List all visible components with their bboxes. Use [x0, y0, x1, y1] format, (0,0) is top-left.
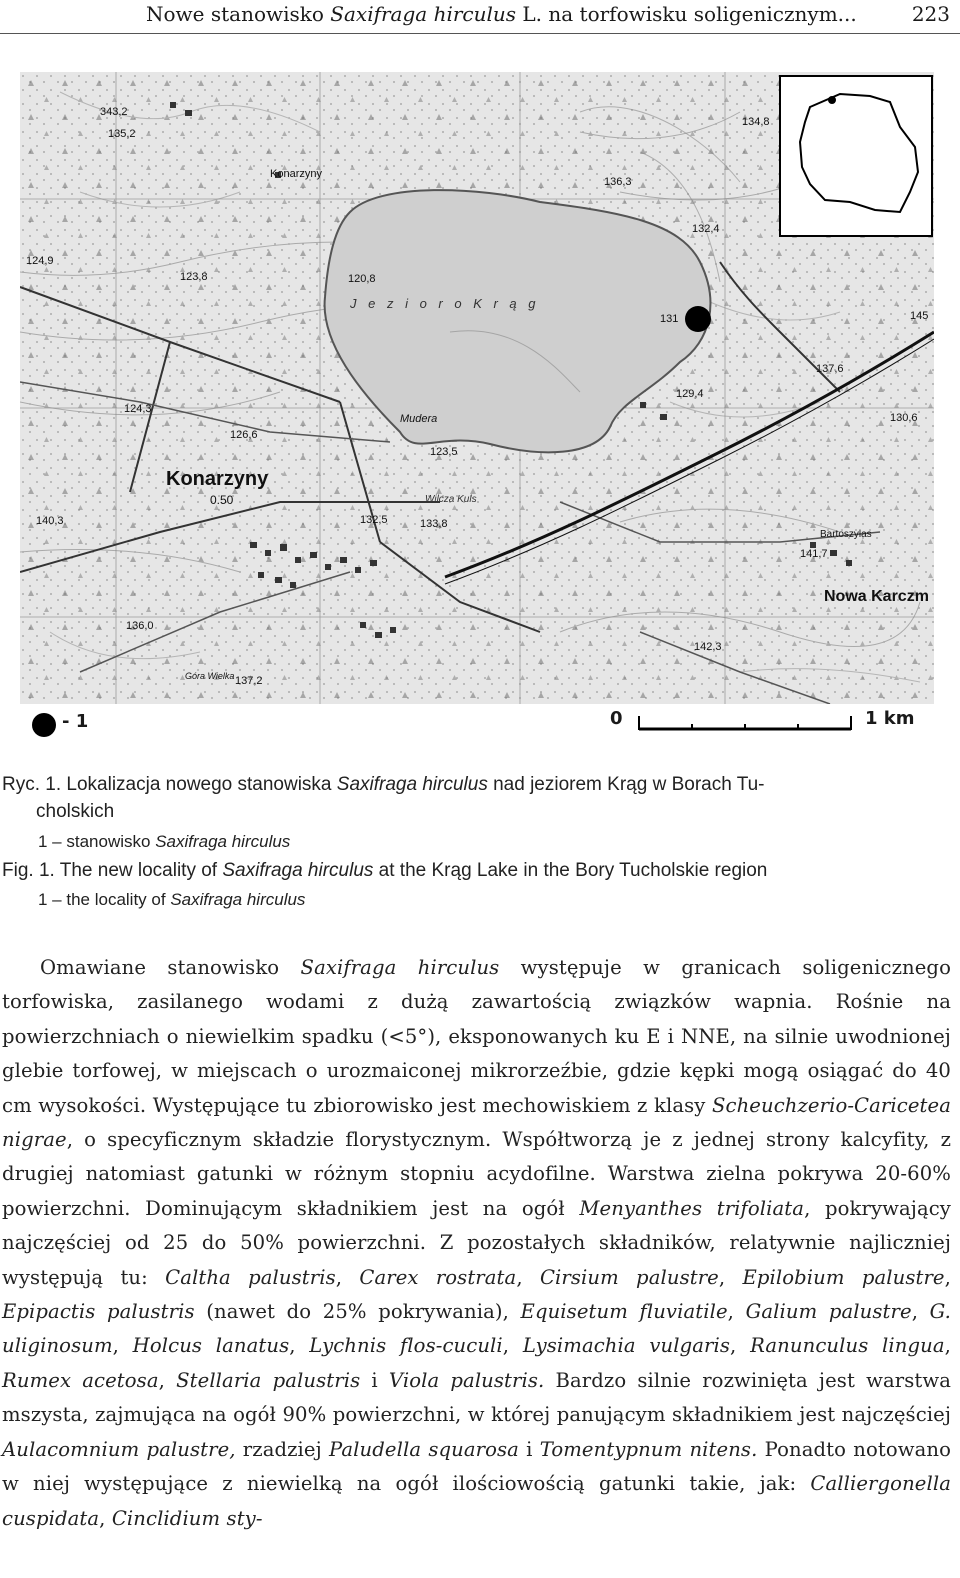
- map-elevation: 124,9: [26, 255, 54, 267]
- header-rule: [0, 33, 960, 34]
- map-elevation: 142,3: [694, 641, 722, 653]
- body-text: ,: [112, 1334, 133, 1358]
- caption-pl-sub-prefix: 1 – stanowisko: [38, 832, 156, 851]
- body-text: rzadziej: [235, 1437, 329, 1461]
- caption-polish-line2: cholskich: [36, 801, 115, 822]
- map-elevation: 133,8: [420, 518, 448, 530]
- body-text: (nawet do 25% pokrywania),: [194, 1300, 521, 1324]
- legend-symbol-label: - 1: [62, 711, 89, 732]
- scale-bar: [638, 714, 852, 732]
- species-name: Tomentypnum nitens.: [539, 1437, 758, 1461]
- species-name: G. uliginosum: [2, 1300, 952, 1358]
- body-text: i: [360, 1368, 389, 1392]
- map-gora-wielka-label: Góra Wielka: [185, 671, 235, 681]
- caption-english: [2, 860, 952, 882]
- species-name: Aulacomnium palustre,: [2, 1437, 236, 1461]
- caption-pl-species: Saxifraga hirculus: [336, 774, 488, 795]
- caption-en-text: Fig. 1. The new locality of: [2, 860, 223, 881]
- species-name: Ranunculus lingua: [750, 1334, 945, 1358]
- species-name: Equisetum fluviatile: [520, 1300, 728, 1324]
- map-elevation: 137,6: [816, 363, 844, 375]
- map-town-label: Konarzyny: [166, 468, 269, 490]
- species-name: Saxifraga hirculus: [300, 956, 500, 979]
- map-wilcza-label: Wilcza Kuls: [425, 494, 477, 505]
- running-title: [146, 2, 857, 26]
- map-elevation: 134,8: [742, 116, 770, 128]
- body-text: ,: [718, 1265, 743, 1289]
- body-text: ,: [289, 1334, 310, 1358]
- body-text: Omawiane stanowisko: [40, 956, 301, 979]
- map-elevation: 343,2: [100, 106, 128, 118]
- body-text: , o specyficznym składzie florystycznym. Współtworzą je z jednej strony kalcyfity, z drugiej natomiast gatunki w różnym stopniu acydofilne. Warstwa zielna pokrywa 20-60% powierzchni. Dominującym składnikiem jest na ogół: [2, 1128, 951, 1220]
- species-name: Epilobium palustre: [742, 1265, 945, 1289]
- map-elevation: 136,3: [604, 176, 632, 188]
- caption-pl-text: Ryc. 1. Lokalizacja nowego stanowiska: [2, 774, 337, 795]
- poland-inset: [780, 76, 932, 236]
- species-name: Menyanthes trifoliata: [579, 1196, 805, 1220]
- caption-polish-legend: [38, 832, 960, 852]
- running-title-prefix: Nowe stanowisko: [146, 2, 331, 26]
- species-name: Scheuchzerio-Caricetea nigrae: [2, 1093, 951, 1152]
- map-legend: [20, 700, 934, 748]
- species-name: Viola palustris.: [388, 1368, 545, 1392]
- body-text: , pokrywający najczęściej od 25 do 50% powierzchni. Z pozostałych składników, relatywnie najliczniej występują tu:: [2, 1196, 951, 1289]
- species-name: Calliergonella cuspidata: [2, 1472, 951, 1530]
- page-number: 223: [911, 2, 950, 26]
- body-text: ,: [730, 1334, 751, 1358]
- running-title-species: Saxifraga hirculus: [330, 2, 517, 26]
- body-text: ,: [911, 1300, 930, 1324]
- map-elevation: 141,7: [800, 548, 828, 560]
- map-bartoszylas-label: Bartoszylas: [820, 529, 872, 540]
- caption-pl-rest: nad jeziorem Krąg w Borach Tu-: [487, 774, 765, 795]
- body-paragraph: [2, 951, 951, 1536]
- species-name: Lysimachia vulgaris: [522, 1334, 731, 1358]
- species-name: Lychnis flos-cuculi: [309, 1334, 503, 1358]
- caption-english-legend: [38, 890, 960, 910]
- species-name: Carex rostrata: [359, 1265, 517, 1289]
- map-lake-label: J e z i o r o K r ą g: [350, 296, 540, 311]
- caption-en-species: Saxifraga hirculus: [222, 860, 374, 881]
- scale-start: 0: [610, 708, 623, 729]
- topographic-map: [20, 72, 934, 704]
- species-name: Rumex acetosa: [2, 1368, 159, 1392]
- species-name: Caltha palustris: [165, 1265, 336, 1289]
- map-elevation: 129,4: [676, 388, 704, 400]
- body-text: ,: [944, 1265, 951, 1289]
- map-nowa-karczma-label: Nowa Karczm: [824, 588, 929, 605]
- map-elevation: 131: [660, 313, 679, 325]
- map-elevation: 136,0: [126, 620, 154, 632]
- body-text: Ponadto notowano w niej występujące z niewielką na ogół ilościowością gatunki takie, jak:: [2, 1437, 951, 1496]
- map-elevation: 132,5: [360, 514, 388, 526]
- map-elevation: 126,6: [230, 429, 258, 441]
- body-text: ,: [99, 1506, 112, 1530]
- species-name: Cirsium palustre: [539, 1265, 719, 1289]
- legend-locality-symbol: [32, 713, 56, 737]
- body-text: ,: [502, 1334, 523, 1358]
- map-elevation: 145: [910, 310, 929, 322]
- body-text: ,: [727, 1300, 746, 1324]
- map-elevation: 137,2: [235, 675, 263, 687]
- caption-en-sub-species: Saxifraga hirculus: [170, 890, 306, 909]
- species-name: Cinclidium sty-: [111, 1506, 263, 1530]
- map-elevation: 123,8: [180, 271, 208, 283]
- scale-end: 1 km: [865, 708, 915, 729]
- map-elevation: 120,8: [348, 273, 376, 285]
- species-name: Galium palustre: [745, 1300, 912, 1324]
- species-name: Epipactis palustris: [2, 1300, 195, 1324]
- page-header: [0, 0, 960, 34]
- body-text: ,: [516, 1265, 540, 1289]
- map-mudera-label: Mudera: [400, 413, 438, 425]
- caption-polish: [2, 771, 952, 825]
- species-name: Holcus lanatus: [132, 1334, 290, 1358]
- map-elevation: 123,5: [430, 446, 458, 458]
- map-elevation: 124,3: [124, 403, 152, 415]
- species-name: Paludella squarosa: [328, 1437, 519, 1461]
- body-text: ,: [158, 1368, 177, 1392]
- map-village-label: Konarzyny: [270, 168, 322, 180]
- map-elevation: 135,2: [108, 128, 136, 140]
- saxifraga-locality-marker: [685, 306, 711, 332]
- caption-pl-sub-species: Saxifraga hirculus: [155, 832, 291, 851]
- body-text: występuje w granicach soligenicznego torfowiska, zasilanego wodami z dużą zawartością związków wapnia. Rośnie na powierzchniach o niewielkim spadku (<5°), eksponowanych ku E i NNE, na silnie uwodnionej glebie torfowej, w miejscach o urozmaiconej mikrorzeźbie, gdzie kępki mogą osiągać do 40 cm wysokości. Występujące tu zbiorowisko jest mechowiskiem z klasy: [2, 956, 951, 1117]
- body-text: Bardzo silnie rozwinięta jest warstwa mszysta, zajmująca na ogół 90% powierzchni, w której panującym składnikiem jest najczęściej: [2, 1368, 951, 1427]
- caption-en-rest: at the Krąg Lake in the Bory Tucholskie region: [373, 860, 768, 881]
- body-text: i: [518, 1437, 540, 1461]
- body-text: ,: [944, 1334, 951, 1358]
- caption-polish-line1: [2, 771, 952, 798]
- species-name: Stellaria palustris: [176, 1368, 361, 1392]
- body-text: ,: [335, 1265, 360, 1289]
- caption-en-sub-prefix: 1 – the locality of: [38, 890, 171, 909]
- map-elevation: 140,3: [36, 515, 64, 527]
- map-elevation: 132,4: [692, 223, 720, 235]
- running-title-suffix: L. na torfowisku soligenicznym...: [516, 2, 857, 26]
- map-elevation: 130,6: [890, 412, 918, 424]
- inset-locality-dot: [828, 96, 836, 104]
- map-town-elevation: 0.50: [210, 493, 234, 507]
